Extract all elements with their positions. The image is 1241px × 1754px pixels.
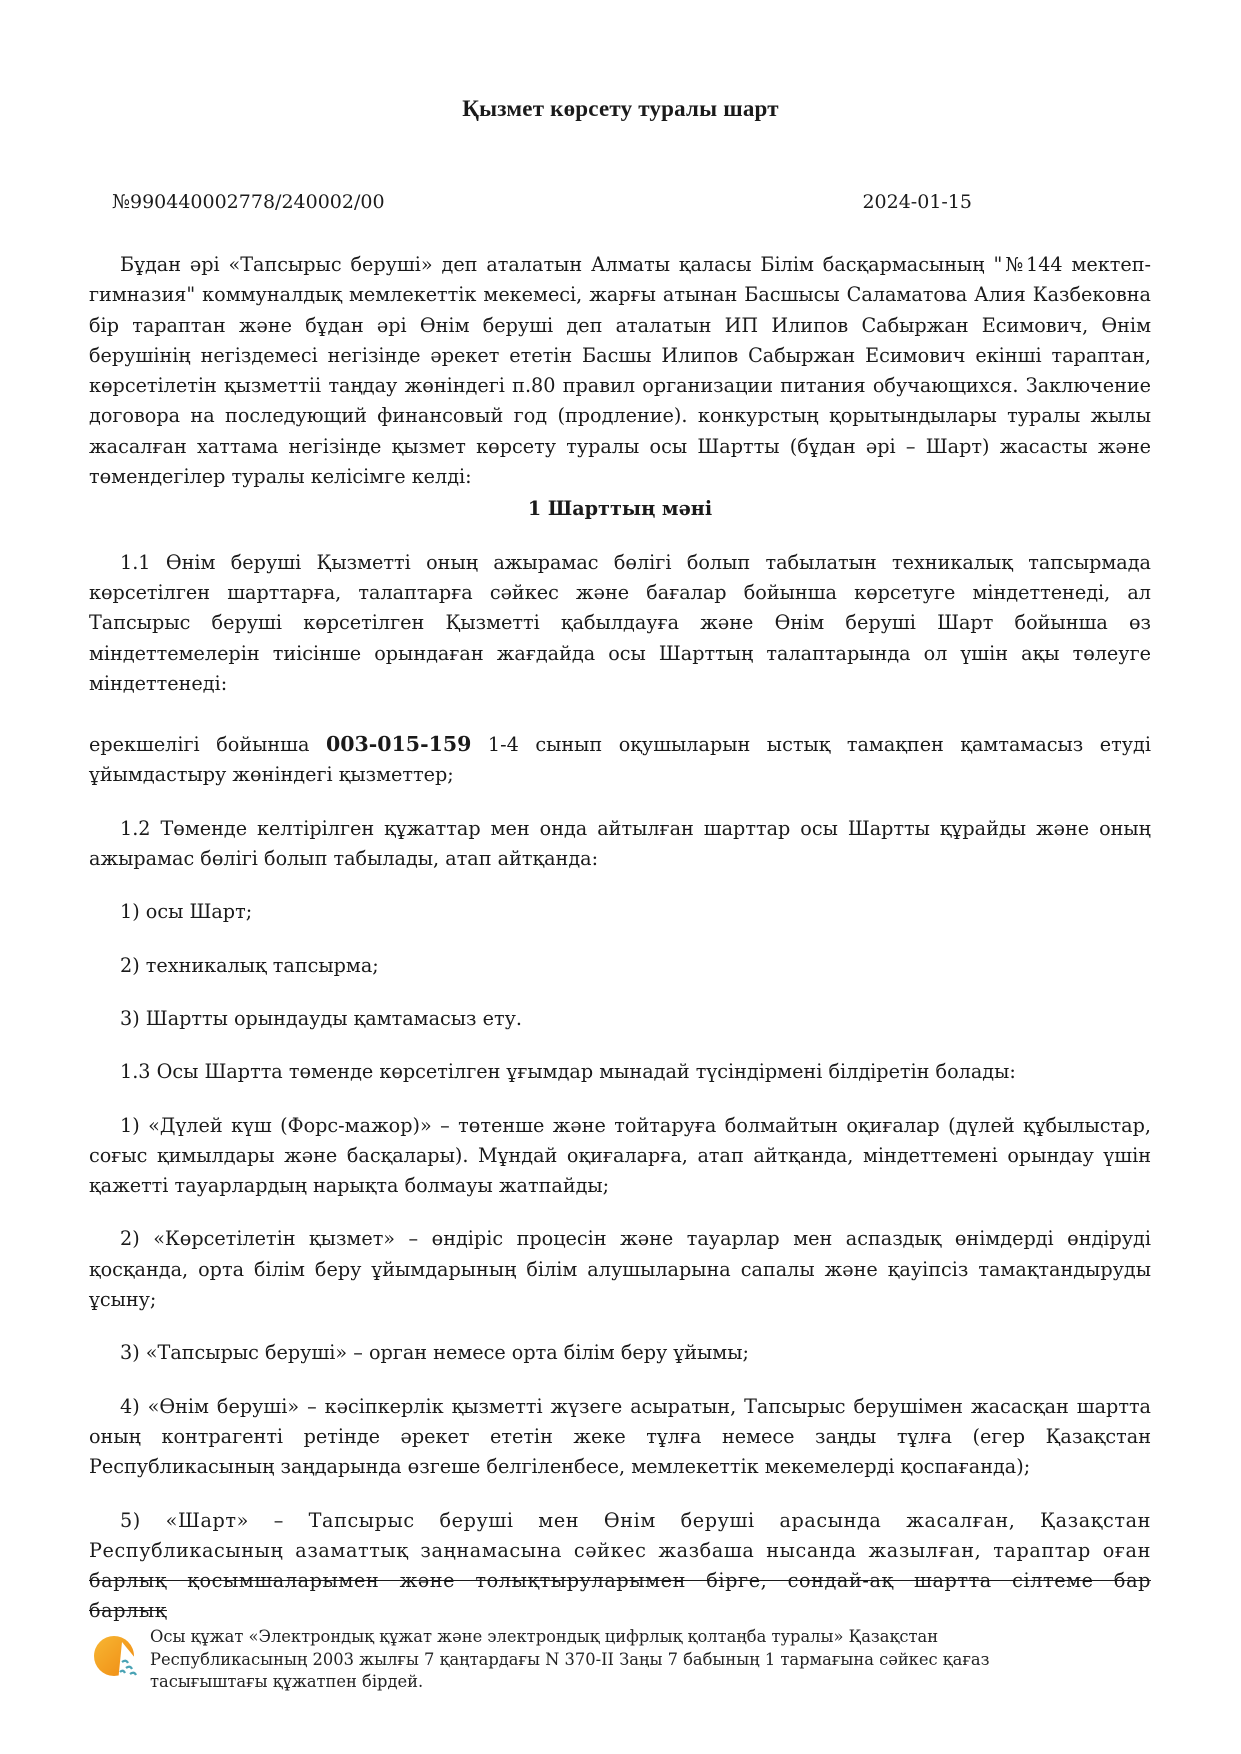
definition-item: 3) «Тапсырыс беруші» – орган немесе орта білім беру ұйымы; <box>120 1341 749 1365</box>
definition-5-struck-text: барлық қосымшаларымен және толықтыруларымен бірге, сондай-ақ шартта сілтеме бар барлық <box>89 1569 1151 1623</box>
clause-1-2: 1.2 Төменде келтірілген құжаттар мен онда айтылған шарттар осы Шартты құрайды және оның ажырамас бөлігі болып табылады, атап айтқанда: <box>89 816 1151 871</box>
service-suffix: 1-4 сынып оқушыларын ыстық тамақпен қамтамасыз етуді ұйымдастыру жөніндегі қызметтер; <box>89 733 1151 787</box>
notice-line: тасығыштағы құжатпен бірдей. <box>150 1672 424 1691</box>
definition-item: 1) «Дүлей күш (Форс-мажор)» – төтенше және тойтаруға болмайтын оқиғалар (дүлей құбылыстар, соғыс қимылдары және басқалары). Мұндай оқиғаларға, атап айтқанда, міндеттемені орындау үшін қажетті тауарлардың нарықта болмауы жатпайды; <box>89 1113 1151 1198</box>
definition-5-text: 5) «Шарт» – Тапсырыс беруші мен Өнім беруші арасында жасалған, Қазақстан Республикасының азаматтық заңнамасына сәйкес жазбаша нысанда жазылған, тараптар оған <box>89 1508 1151 1562</box>
doc-list-item: 1) осы Шарт; <box>120 900 253 924</box>
document-body <box>89 250 1151 1627</box>
clause-1-1: 1.1 Өнім беруші Қызметті оның ажырамас бөлігі болып табылатын техникалық тапсырмада көрсетілген шарттарға, талаптарға сәйкес және бағалар бойынша көрсетуге міндеттенеді, ал Тапсырыс беруші көрсетілген Қызметті қабылдауға және Өнім беруші Шарт бойынша өз міндеттемелерін тиісінше орындаған жағдайда осы Шарттың талаптарында ол үшін ақы төлеуге міндеттенеді: <box>89 550 1151 695</box>
service-description <box>89 729 1151 791</box>
notice-line: Республикасының 2003 жылғы 7 қаңтардағы N 370-II Заңы 7 бабының 1 тармағына сәйкес қағаз <box>150 1649 990 1669</box>
e-signature-text <box>150 1626 1070 1694</box>
contract-date: 2024-01-15 <box>862 191 972 213</box>
notice-line: Осы құжат «Электрондық құжат және электрондық цифрлық қолтаңба туралы» Қазақстан <box>150 1627 939 1646</box>
preamble: Бұдан әрі «Тапсырыс беруші» деп аталатын Алматы қаласы Білім басқармасының "№144 мектеп-гимназия" коммуналдық мемлекеттік мекемесі, жарғы атынан Басшысы Саламатова Алия Казбековна бір тараптан және бұдан әрі Өнім беруші деп аталатын ИП Илипов Сабыржан Есимович, Өнім берушінің негіздемесі негізінде әрекет ететін Басшы Илипов Сабыржан Есимович екінші тараптан, көрсетілетін қызметтіі таңдау жөніндегі п.80 правил организации питания обучающихся. Заключение договора на последующий финансовый год (продление). конкурстың қорытындылары туралы жылы жасалған хаттама негізінде қызмет көрсету туралы осы Шартты (бұдан әрі – Шарт) жасасты және төмендегілер туралы келісімге келді: <box>89 253 1151 489</box>
document-title: Қызмет көрсету туралы шарт <box>462 96 779 121</box>
e-signature-notice <box>92 1624 1092 1704</box>
section-heading: 1 Шарттың мәні <box>527 497 713 521</box>
definition-item: 4) «Өнім беруші» – кәсіпкерлік қызметті жүзеге асыратын, Тапсырыс берушімен жасасқан шартта оның контрагенті ретінде әрекет ететін жеке тұлға немесе заңды тұлға (егер Қазақстан Республикасының заңдарында өзгеше белгіленбесе, мемлекеттік мекемелерді қоспағанда); <box>89 1394 1151 1479</box>
service-prefix: ерекшелігі бойынша <box>89 733 326 757</box>
service-code: 003-015-159 <box>325 732 472 757</box>
definition-item-5 <box>89 1506 1151 1627</box>
definition-item: 2) «Көрсетілетін қызмет» – өндіріс процесін және тауарлар мен аспаздық өнімдерді өндіруді қосқанда, орта білім беру ұйымдарының білім алушыларына сапалы және қауіпсіз тамақтандыруды ұсыну; <box>89 1227 1151 1312</box>
doc-list-item: 2) техникалық тапсырма; <box>120 953 379 977</box>
doc-list-item: 3) Шартты орындауды қамтамасыз ету. <box>120 1006 522 1030</box>
document-meta <box>112 191 972 213</box>
egov-sun-logo-icon <box>92 1634 140 1682</box>
contract-number: №990440002778/240002/00 <box>112 191 385 213</box>
clause-1-3: 1.3 Осы Шартта төменде көрсетілген ұғымдар мынадай түсіндірмені білдіретін болады: <box>120 1060 1016 1084</box>
